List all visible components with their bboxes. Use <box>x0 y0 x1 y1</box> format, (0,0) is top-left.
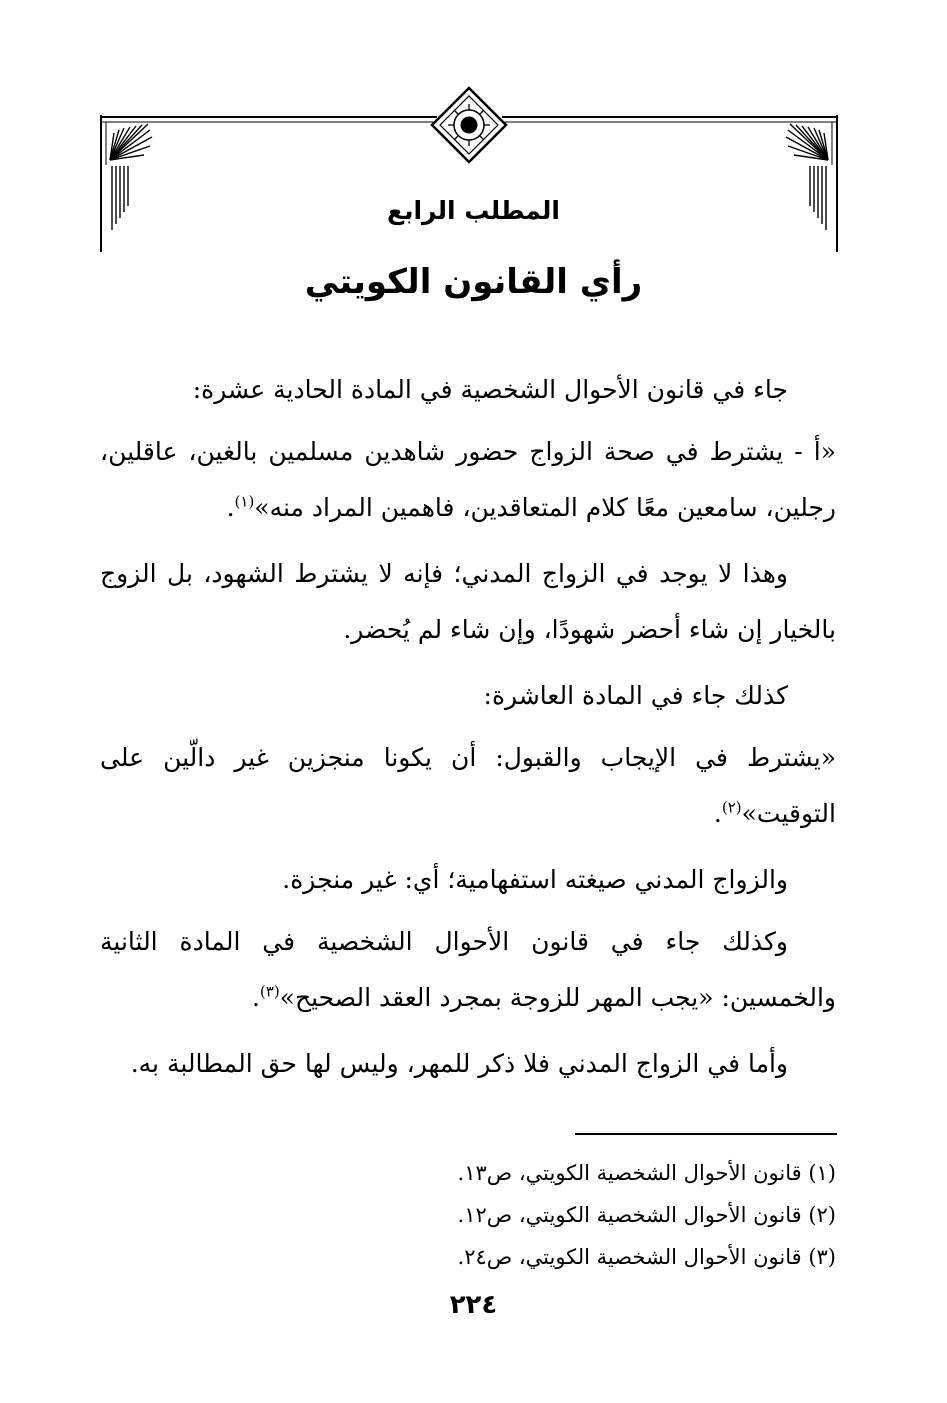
footnote-item: (٢) قانون الأحوال الشخصية الكويتي، ص١٢. <box>457 1203 836 1227</box>
footnote-ref[interactable]: (٣) <box>259 982 280 1001</box>
footnotes <box>100 1152 836 1278</box>
paragraph: وهذا لا يوجد في الزواج المدني؛ فإنه لا يشترط الشهود، بل الزوج بالخيار إن شاء أحضر شهودًا، وإن شاء لم يُحضر. <box>100 559 836 644</box>
chapter-title: رأي القانون الكويتي <box>304 262 643 302</box>
body-text <box>100 362 836 1098</box>
section-label: المطلب الرابع <box>387 196 560 225</box>
paragraph: وأما في الزواج المدني فلا ذكر للمهر، وليس لها حق المطالبة به. <box>130 1049 788 1078</box>
paragraph: وكذلك جاء في قانون الأحوال الشخصية في المادة الثانية والخمسين: «يجب المهر للزوجة بمجرد العقد الصحيح»$^{(٣)}$. <box>100 927 836 1012</box>
page-number: ٢٢٤ <box>449 1290 498 1320</box>
footnote-ref[interactable]: (٢) <box>721 798 742 817</box>
footnote-item: (١) قانون الأحوال الشخصية الكويتي، ص١٣. <box>457 1161 836 1185</box>
footnote-divider <box>575 1133 837 1135</box>
footnote-item: (٣) قانون الأحوال الشخصية الكويتي، ص٢٤. <box>457 1245 836 1269</box>
paragraph: جاء في قانون الأحوال الشخصية في المادة الحادية عشرة: <box>192 375 788 404</box>
footnote-ref[interactable]: (١) <box>234 492 255 511</box>
quote-paragraph: «أ - يشترط في صحة الزواج حضور شاهدين مسلمين بالغين، عاقلين، رجلين، سامعين معًا كلام المتعاقدين، فاهمين المراد منه»$^{(١)}$. <box>100 437 836 522</box>
quote-paragraph: «يشترط في الإيجاب والقبول: أن يكونا منجزين غير دالّين على التوقيت»$^{(٢)}$. <box>100 743 836 828</box>
center-diamond-ornament <box>432 88 506 162</box>
paragraph: والزواج المدني صيغته استفهامية؛ أي: غير منجزة. <box>282 865 788 894</box>
paragraph: كذلك جاء في المادة العاشرة: <box>483 681 788 710</box>
